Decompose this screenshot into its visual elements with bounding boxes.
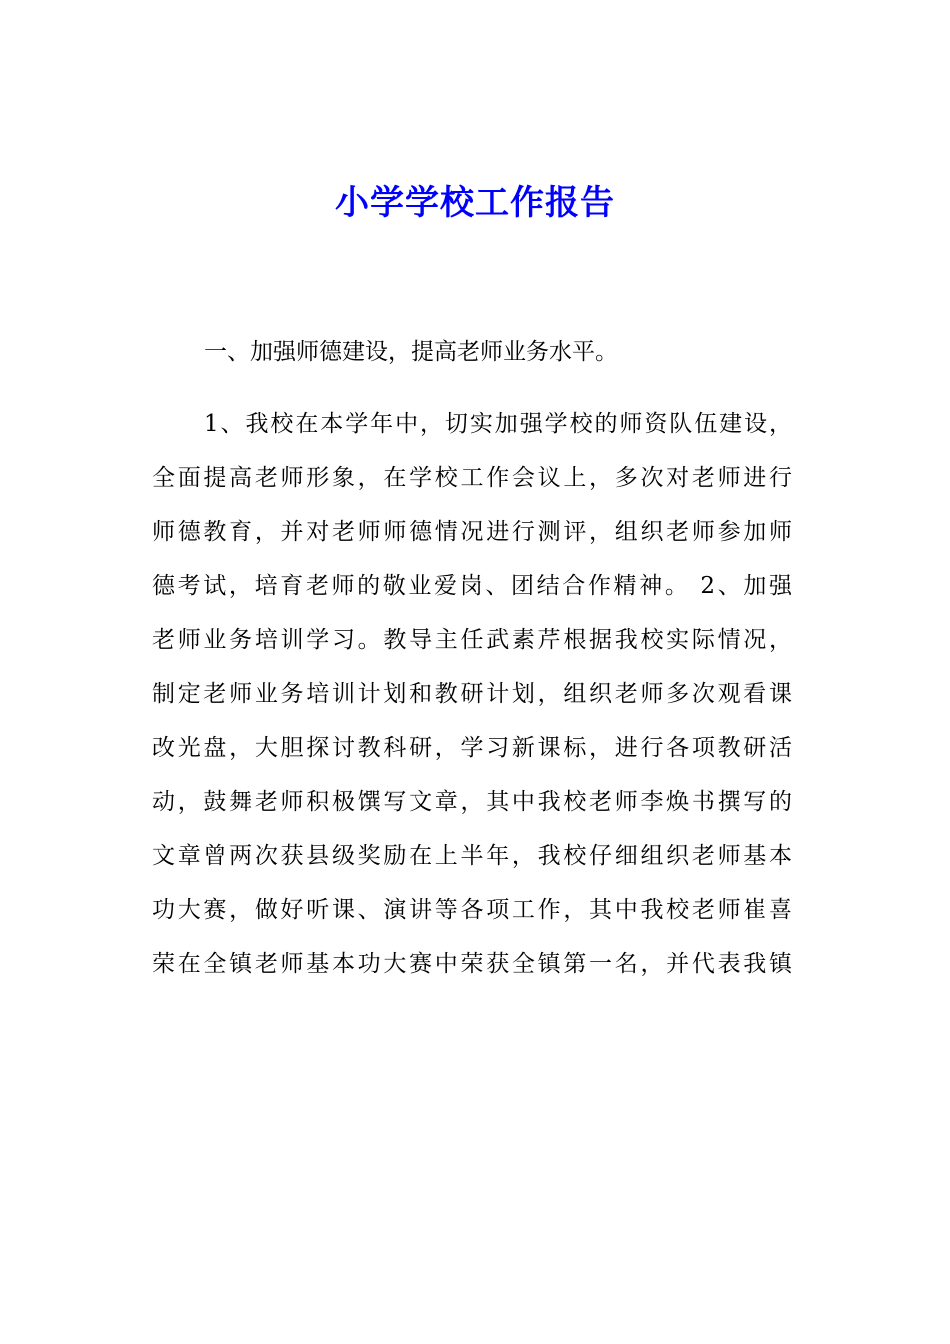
body-line: 动，鼓舞老师积极馔写文章，其中我校老师李焕书撰写的 bbox=[152, 789, 792, 815]
body-line: 文章曾两次获县级奖励在上半年，我校仔细组织老师基本 bbox=[152, 843, 792, 869]
body-line: 制定老师业务培训计划和教研计划，组织老师多次观看课 bbox=[152, 681, 792, 707]
body-line: 老师业务培训学习。教导主任武素芹根据我校实际情况， bbox=[152, 627, 792, 653]
section-heading: 一、加强师德建设，提高老师业务水平。 bbox=[204, 339, 618, 365]
body-line: 荣在全镇老师基本功大赛中荣获全镇第一名，并代表我镇 bbox=[152, 951, 792, 977]
body-line: 改光盘，大胆探讨教科研，学习新课标，进行各项教研活 bbox=[152, 735, 792, 761]
document-title: 小学学校工作报告 bbox=[335, 183, 615, 223]
body-line: 全面提高老师形象，在学校工作会议上，多次对老师进行 bbox=[152, 465, 792, 491]
body-line: 1、我校在本学年中，切实加强学校的师资队伍建设， bbox=[204, 411, 792, 437]
body-line: 德考试，培育老师的敬业爱岗、团结合作精神。 2、加强 bbox=[152, 573, 792, 599]
body-line: 师德教育，并对老师师德情况进行测评，组织老师参加师 bbox=[152, 519, 792, 545]
body-line: 功大赛，做好听课、演讲等各项工作，其中我校老师崔喜 bbox=[152, 897, 792, 923]
body-paragraph bbox=[152, 404, 792, 998]
